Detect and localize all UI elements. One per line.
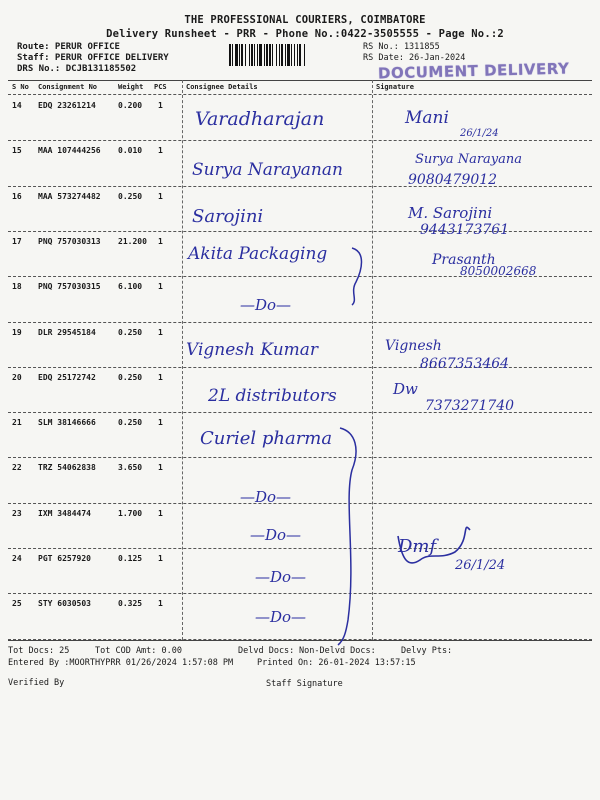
handwritten-signature-note: 9443173761 <box>420 222 510 238</box>
row-consignment-no: IXM 3484474 <box>38 508 91 518</box>
row-sno: 19 <box>12 327 22 337</box>
row-consignment-no: PGT 6257920 <box>38 554 91 563</box>
row-weight: 0.010 <box>118 146 143 156</box>
row-pcs: 1 <box>158 508 163 518</box>
entered-by: Entered By :MOORTHYPRR 01/26/2024 1:57:08 PM <box>8 658 234 668</box>
handwritten-consignee: 2L distributors <box>208 386 337 406</box>
col-consignee: Consignee Details <box>186 83 258 91</box>
row-weight: 0.250 <box>118 327 143 337</box>
handwritten-signature: Vignesh <box>385 338 442 354</box>
col-pcs: PCS <box>154 83 167 91</box>
handwritten-signature: Dmf <box>398 536 437 557</box>
row-weight: 0.250 <box>118 372 143 382</box>
tot-cod-amount: Tot COD Amt: 0.00 <box>95 646 182 656</box>
row-sno: 21 <box>12 418 22 428</box>
handwritten-signature-note: 9080479012 <box>408 172 498 188</box>
runsheet-subtitle: Delivery Runsheet - PRR - Phone No.:0422-3505555 - Page No.:2 <box>106 28 504 40</box>
handwritten-signature-note: 8667353464 <box>420 356 510 372</box>
tot-docs: Tot Docs: 25 <box>8 646 70 656</box>
row-sno: 23 <box>12 508 22 518</box>
handwritten-consignee: —Do— <box>240 488 292 506</box>
handwritten-consignee: Sarojini <box>192 206 264 227</box>
handwritten-signature-note: 8050002668 <box>460 264 537 278</box>
printed-on: Printed On: 26-01-2024 13:57:15 <box>257 658 416 668</box>
handwritten-consignee: Vignesh Kumar <box>186 340 319 360</box>
row-consignment-no: MAA 573274482 <box>38 191 101 201</box>
col-sno: S No <box>12 83 29 91</box>
handwritten-signature: Mani <box>405 108 449 128</box>
row-pcs: 1 <box>158 101 163 110</box>
row-consignment-no: EDQ 23261214 <box>38 101 96 110</box>
row-consignment-no: PNQ 757030315 <box>38 282 101 292</box>
row-consignment-no: SLM 38146666 <box>38 418 96 428</box>
handwritten-consignee: Curiel pharma <box>200 428 333 449</box>
handwritten-signature-note: 7373271740 <box>425 398 515 414</box>
handwritten-consignee: —Do— <box>250 526 302 544</box>
row-weight: 21.200 <box>118 236 147 246</box>
handwritten-signature-note: 26/1/24 <box>455 558 506 573</box>
document-delivery-stamp: DOCUMENT DELIVERY <box>377 59 570 83</box>
col-signature: Signature <box>376 83 414 91</box>
delivery-points: Delvy Pts: <box>401 646 453 656</box>
handwritten-consignee: —Do— <box>240 296 292 314</box>
row-sno: 15 <box>12 146 22 156</box>
row-weight: 3.650 <box>118 463 143 473</box>
handwritten-consignee: —Do— <box>255 568 307 586</box>
row-consignment-no: STY 6030503 <box>38 599 91 609</box>
row-sno: 22 <box>12 463 22 473</box>
row-consignment-no: MAA 107444256 <box>38 146 101 156</box>
handwritten-signature: Dw <box>393 380 418 398</box>
rs-date: RS Date: 26-Jan-2024 <box>363 53 466 63</box>
col-consignment: Consignment No <box>38 83 98 91</box>
verified-by-label: Verified By <box>8 678 65 688</box>
row-pcs: 1 <box>158 599 163 609</box>
row-sno: 25 <box>12 599 22 609</box>
handwritten-signature-note: 26/1/24 <box>460 128 499 139</box>
row-weight: 6.100 <box>118 282 143 292</box>
drs-number: DRS No.: DCJB131185502 <box>17 64 137 74</box>
rs-number: RS No.: 1311855 <box>363 42 440 52</box>
row-sno: 20 <box>12 372 22 382</box>
handwritten-signature: Surya Narayana <box>415 152 523 167</box>
row-sno: 14 <box>12 101 22 110</box>
handwritten-signature: Prasanth <box>432 252 496 268</box>
row-weight: 0.325 <box>118 599 143 609</box>
row-weight: 1.700 <box>118 508 143 518</box>
handwritten-signature: M. Sarojini <box>408 204 493 222</box>
row-sno: 16 <box>12 191 22 201</box>
staff-signature-label: Staff Signature <box>266 679 343 689</box>
non-delivered-docs: Non-Delvd Docs: <box>299 646 376 656</box>
handwritten-consignee: Varadharajan <box>195 108 325 130</box>
row-pcs: 1 <box>158 191 163 201</box>
row-sno: 24 <box>12 554 22 563</box>
row-consignment-no: EDQ 25172742 <box>38 372 96 382</box>
row-sno: 18 <box>12 282 22 292</box>
row-consignment-no: PNQ 757030313 <box>38 236 101 246</box>
handwritten-consignee: Surya Narayanan <box>192 160 343 180</box>
row-pcs: 1 <box>158 418 163 428</box>
handwritten-consignee: —Do— <box>255 608 307 626</box>
row-weight: 0.250 <box>118 418 143 428</box>
company-title: THE PROFESSIONAL COURIERS, COIMBATORE <box>184 14 426 26</box>
row-pcs: 1 <box>158 372 163 382</box>
row-pcs: 1 <box>158 554 163 563</box>
row-pcs: 1 <box>158 236 163 246</box>
route-label: Route: PERUR OFFICE <box>17 42 120 52</box>
handwritten-consignee: Akita Packaging <box>188 244 328 264</box>
row-pcs: 1 <box>158 146 163 156</box>
staff-label: Staff: PERUR OFFICE DELIVERY <box>17 53 169 63</box>
row-consignment-no: DLR 29545184 <box>38 327 96 337</box>
row-pcs: 1 <box>158 327 163 337</box>
row-consignment-no: TRZ 54062838 <box>38 463 96 473</box>
row-pcs: 1 <box>158 463 163 473</box>
row-sno: 17 <box>12 236 22 246</box>
delivered-docs: Delvd Docs: <box>238 646 295 656</box>
row-weight: 0.125 <box>118 554 143 563</box>
row-weight: 0.200 <box>118 101 143 110</box>
col-weight: Weight <box>118 83 144 91</box>
row-weight: 0.250 <box>118 191 143 201</box>
row-pcs: 1 <box>158 282 163 292</box>
